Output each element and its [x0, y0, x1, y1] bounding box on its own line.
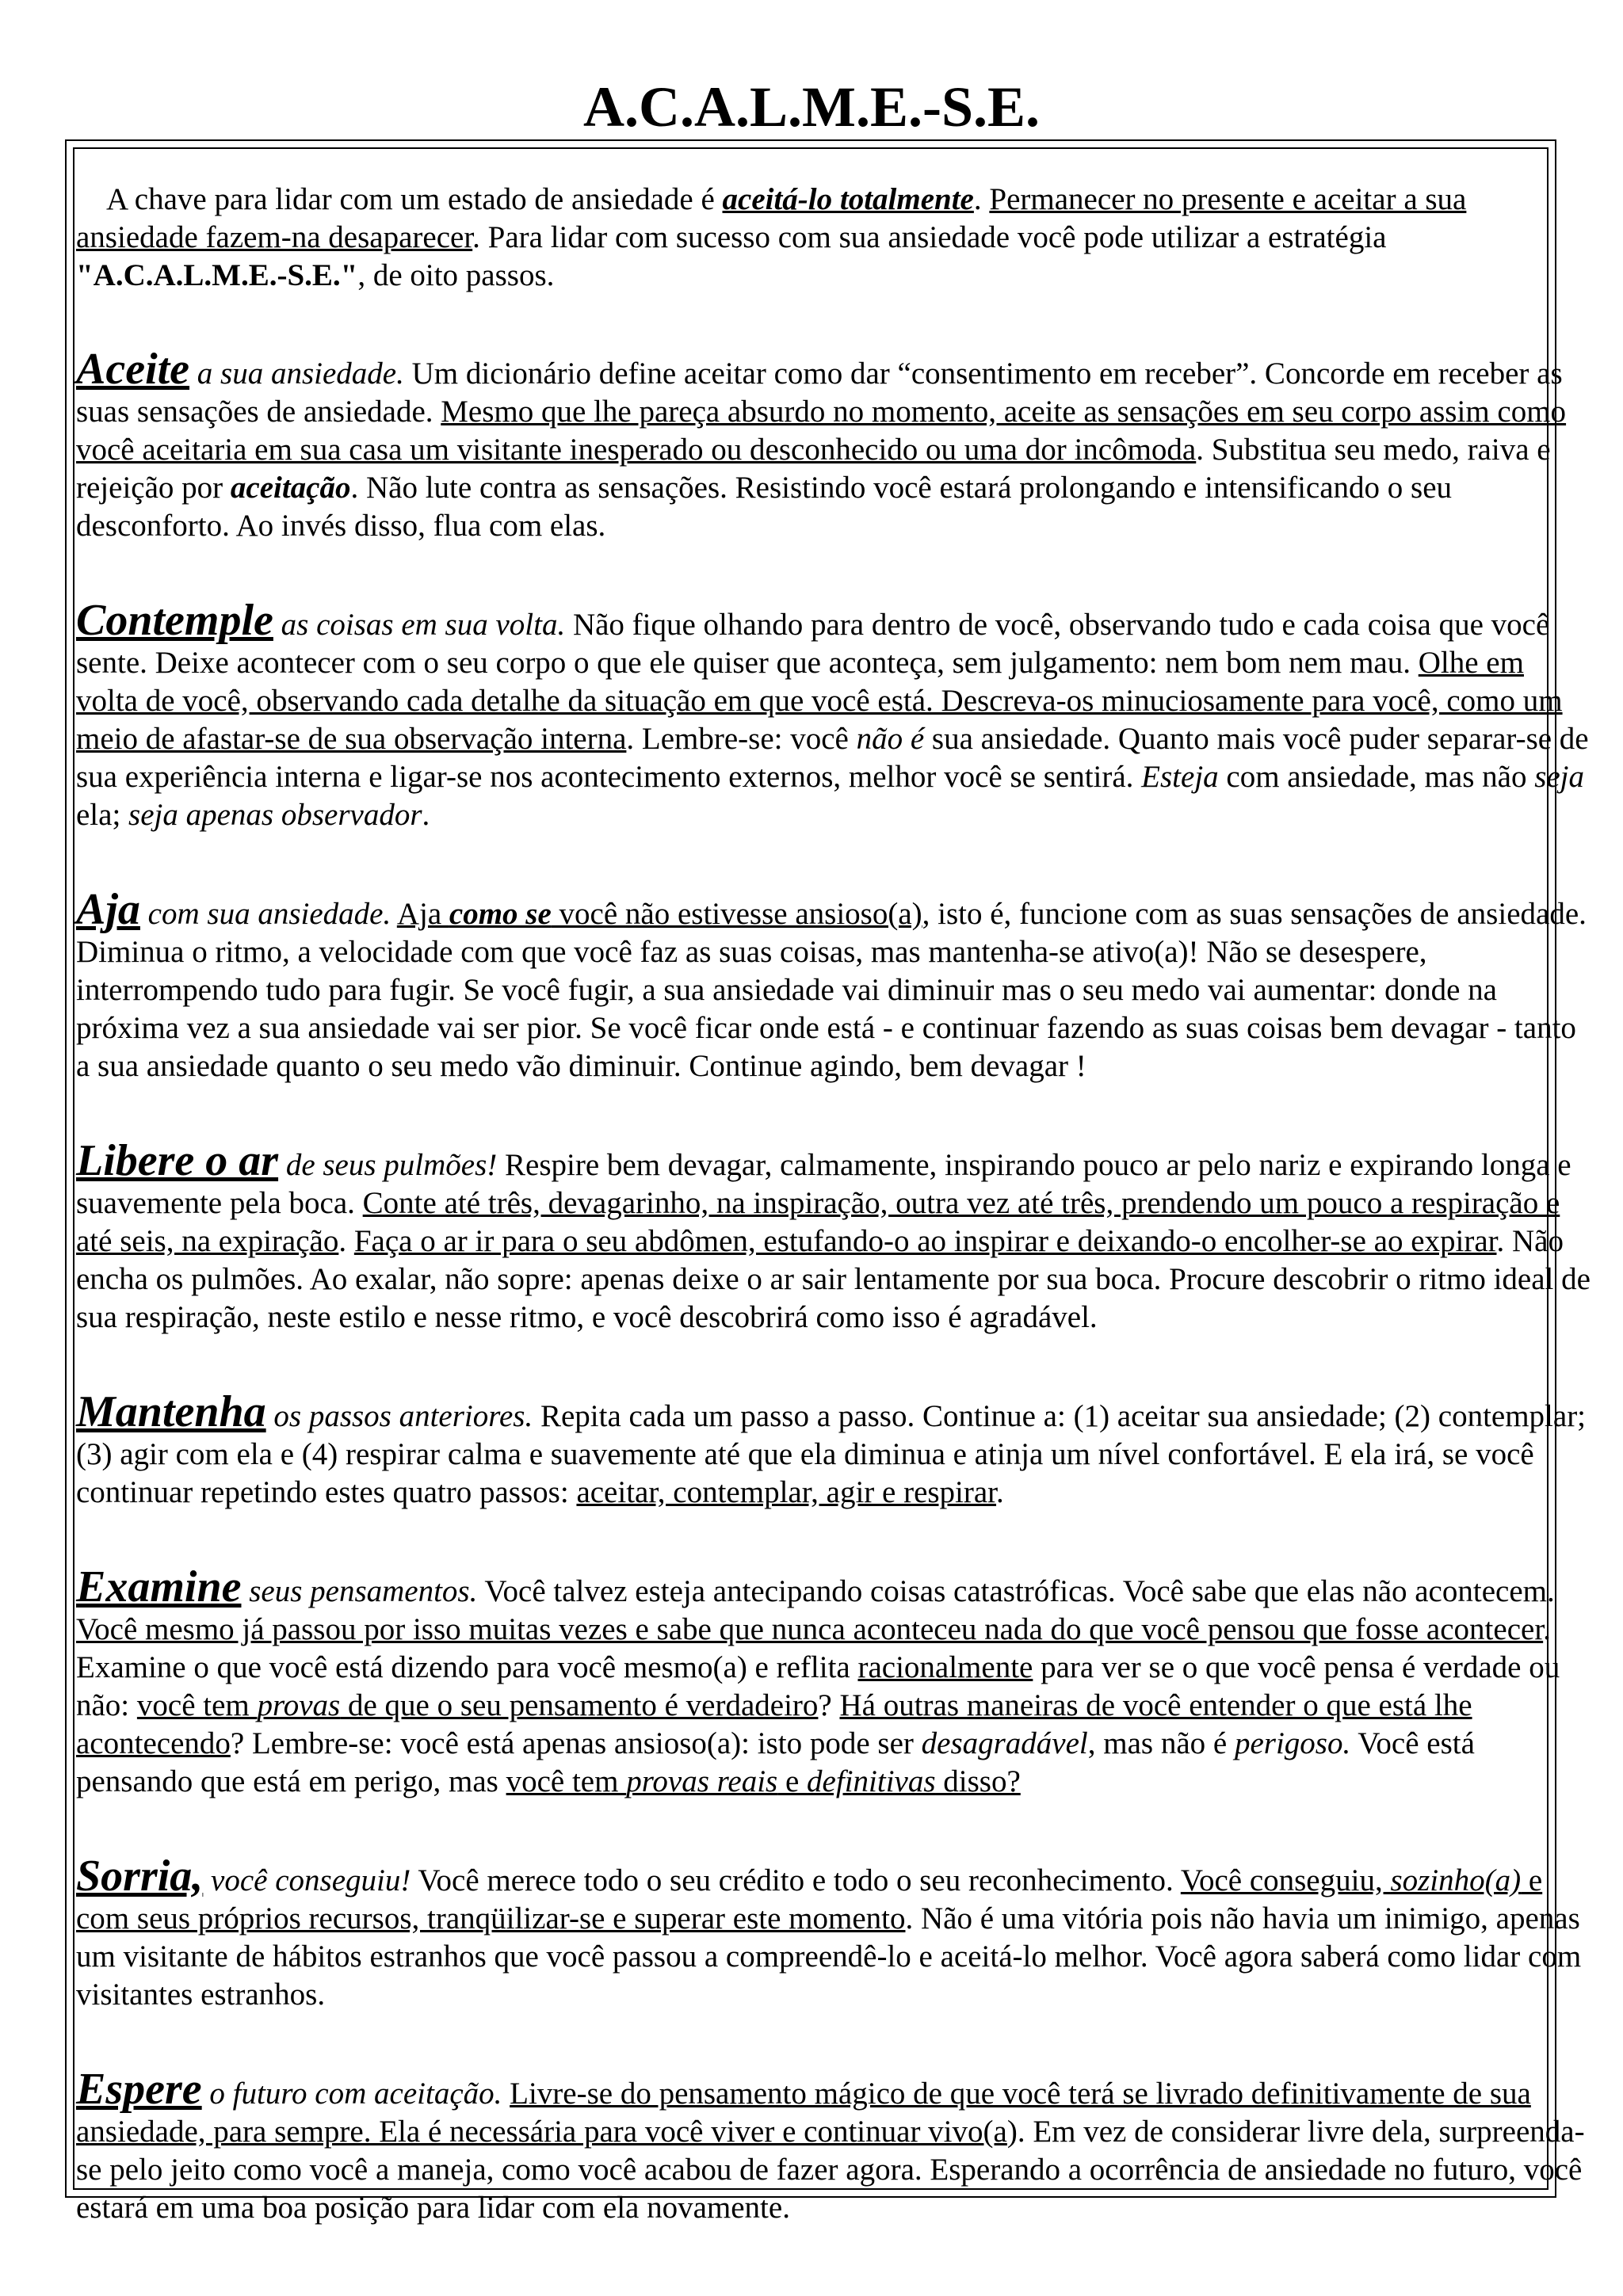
text-run: aceitar, contemplar, agir e respirar [576, 1475, 997, 1509]
text-run: ? Lembre-se: você está apenas ansioso(a): isto pode ser [230, 1726, 922, 1760]
text-run: disso? [935, 1764, 1021, 1798]
text-run: Olhe em volta de você, observando cada detalhe da situação em que você está. Descreva-os minuciosamente para você, como um meio de afastar-se de sua observação interna [76, 646, 1563, 756]
text-run: você não estivesse ansioso(a) [551, 897, 922, 931]
text-run: . [973, 182, 990, 216]
step-keyword: Libere o ar [76, 1136, 279, 1185]
step-keyword: Sorria, [76, 1852, 204, 1901]
text-run: . Lembre-se: você [626, 722, 857, 756]
text-run: Livre-se do pensamento mágico de que você terá se livrado definitivamente de sua ansiedade, para sempre. Ela é necessária para você viver e continuar vivo(a [76, 2077, 1531, 2149]
text-run: aceitá-lo totalmente [722, 182, 974, 216]
text-run: . Para lidar com sucesso com sua ansiedade você pode utilizar a estratégia [472, 220, 1387, 254]
text-run: Respire bem devagar, calmamente, inspirando pouco ar pelo nariz e expirando longa e suavemente pela boca. [76, 1148, 1571, 1220]
text-run: Um dicionário define aceitar como dar “consentimento em receber”. Concorde em receber as suas sensações de ansiedade. [76, 357, 1563, 429]
text-run: sua ansiedade. Quanto mais você puder separar-se de sua experiência interna e ligar-se nos acontecimento externos, melhor você se sentirá. [76, 722, 1589, 794]
text-run: definitivas [807, 1764, 936, 1798]
text-run: seja apenas observador [128, 798, 422, 832]
step-keyword: Aja [76, 885, 140, 934]
text-run: Você mesmo já passou por isso muitas vezes e sabe que nunca aconteceu nada do que você pensou que fosse acontecer [76, 1612, 1544, 1646]
text-run: , de oito passos. [357, 258, 555, 292]
step-paragraph [76, 1136, 1591, 1337]
step-paragraph [76, 345, 1591, 545]
text-run: ). Em vez de considerar livre dela, surpreenda-se pelo jeito como você a maneja, como você acabou de fazer agora. Esperando a ocorrência de ansiedade no futuro, você estará em uma boa posição para lidar com ela novamente. [76, 2115, 1585, 2225]
text-run: ela; [76, 798, 129, 832]
document-body [76, 181, 1591, 2283]
text-run: você tem [506, 1764, 627, 1798]
text-run: Há outras maneiras de você entender o que está lhe acontecendo [76, 1688, 1472, 1760]
text-run: Mesmo que lhe pareça absurdo no momento, aceite as sensações em seu corpo assim como você aceitaria em sua casa um visitante inesperado ou desconhecido ou uma dor incômoda [76, 395, 1567, 467]
step-lead: de seus pulmões! [278, 1148, 498, 1182]
step-lead: seus pensamentos. [241, 1574, 478, 1608]
step-lead: os passos anteriores. [265, 1399, 533, 1433]
text-run: . Examine o que você está dizendo para você mesmo(a) e reflita [76, 1612, 1551, 1684]
text-run: . Não lute contra as sensações. Resistindo você estará prolongando e intensificando o seu desconforto. Ao invés disso, flua com elas. [76, 471, 1453, 543]
intro-paragraph [76, 181, 1591, 295]
text-run: perigoso. [1234, 1726, 1351, 1760]
step-lead: você conseguiu! [203, 1863, 411, 1897]
text-run: e [777, 1764, 808, 1798]
text-run: de que o seu pensamento é verdadeiro [340, 1688, 819, 1722]
text-run: . Substitua seu medo, raiva e rejeição por [76, 433, 1551, 505]
text-run: Permanecer no presente e aceitar a sua ansiedade fazem-na desaparecer [76, 182, 1467, 254]
text-run: Faça o ar ir para o seu abdômen, estufando-o ao inspirar e deixando-o encolher-se ao expirar [353, 1224, 1497, 1258]
step-paragraph [76, 885, 1591, 1085]
text-run: e com seus próprios recursos, tranqüilizar-se e superar este momento [76, 1863, 1543, 1936]
text-run: racionalmente [857, 1650, 1033, 1684]
text-run: "A.C.A.L.M.E.-S.E." [76, 258, 358, 292]
text-run: . Não é uma vitória pois não havia um inimigo, apenas um visitante de hábitos estranhos que você passou a compreendê-lo e aceitá-lo melhor. Você agora saberá como lidar com visitantes estranhos. [76, 1901, 1582, 2012]
step-lead: as coisas em sua volta. [273, 608, 566, 642]
text-run: Você conseguiu, [1180, 1863, 1391, 1897]
text-run: desagradável [921, 1726, 1088, 1760]
text-run [391, 897, 397, 931]
text-run: não é [856, 722, 925, 756]
step-paragraph [76, 2065, 1591, 2227]
text-run: Não fique olhando para dentro de você, observando tudo e cada coisa que você sente. Deixe acontecer com o seu corpo o que ele quiser que aconteça, sem julgamento: nem bom nem mau. [76, 608, 1550, 680]
step-keyword: Contemple [76, 596, 273, 645]
text-run: sozinho(a) [1390, 1863, 1522, 1897]
text-run: , isto é, funcione com as suas sensações de ansiedade. Diminua o ritmo, a velocidade com que você faz as suas coisas, mas mantenha-se ativo(a)! Não se desespere, interrompendo tudo para fugir. Se você fugir, a sua ansiedade vai diminuir mas o seu medo vai aumentar: donde na próxima vez a sua ansiedade vai ser pior. Se você ficar onde está - e continuar fazendo as suas coisas bem devagar - tanto a sua ansiedade quanto o seu medo vão diminuir. Continue agindo, bem devagar ! [76, 897, 1587, 1083]
step-keyword: Espere [76, 2065, 202, 2114]
text-run: como se [449, 897, 552, 931]
step-keyword: Aceite [76, 345, 190, 394]
text-run: provas reais [626, 1764, 778, 1798]
steps-list [76, 345, 1591, 2227]
text-run: Você está pensando que está em perigo, mas [76, 1726, 1475, 1798]
text-run: . Não encha os pulmões. Ao exalar, não sopre: apenas deixe o ar sair lentamente por sua boca. Procure descobrir o ritmo ideal de sua respiração, neste estilo e nesse ritmo, e você descobrirá como isso é agradável. [76, 1224, 1591, 1334]
step-paragraph [76, 1387, 1591, 1512]
text-run: seja [1534, 760, 1585, 794]
text-run: Aja [396, 897, 449, 931]
text-run: Você merece todo o seu crédito e todo o seu reconhecimento. [411, 1863, 1181, 1897]
step-lead: a sua ansiedade. [189, 357, 404, 391]
text-run: você tem [136, 1688, 258, 1722]
text-run [502, 2077, 510, 2111]
document-title: A.C.A.L.M.E.-S.E. [582, 75, 1041, 139]
text-run: . [996, 1475, 1004, 1509]
text-run: para ver se o que você pensa é verdade ou não: [76, 1650, 1560, 1722]
step-paragraph [76, 1852, 1591, 2014]
step-keyword: Mantenha [76, 1387, 266, 1436]
text-run: ? [818, 1688, 840, 1722]
text-run: provas [257, 1688, 341, 1722]
text-run: . [422, 798, 430, 832]
text-run: com ansiedade, mas não [1218, 760, 1535, 794]
step-lead: com sua ansiedade. [139, 897, 391, 931]
text-run: Você talvez esteja antecipando coisas catastróficas. Você sabe que elas não acontecem. [477, 1574, 1555, 1608]
step-paragraph [76, 1562, 1591, 1801]
step-lead: o futuro com aceitação. [201, 2077, 502, 2111]
step-keyword: Examine [76, 1562, 242, 1611]
text-run: A chave para lidar com um estado de ansiedade é [106, 182, 723, 216]
step-paragraph [76, 596, 1591, 834]
text-run: Repita cada um passo a passo. Continue a: (1) aceitar sua ansiedade; (2) contemplar; (3) agir com ela e (4) respirar calma e suavemente até que ela diminua e atinja um nível confortável. E ela irá, se você continuar repetindo estes quatro passos: [76, 1399, 1587, 1509]
text-run: Conte até três, devagarinho, na inspiração, outra vez até três, prendendo um pouco a respiração e até seis, na expiração [76, 1186, 1560, 1258]
text-run: , mas não é [1087, 1726, 1235, 1760]
text-run: Esteja [1141, 760, 1219, 794]
text-run: aceitação [230, 471, 351, 505]
text-run: . [338, 1224, 354, 1258]
